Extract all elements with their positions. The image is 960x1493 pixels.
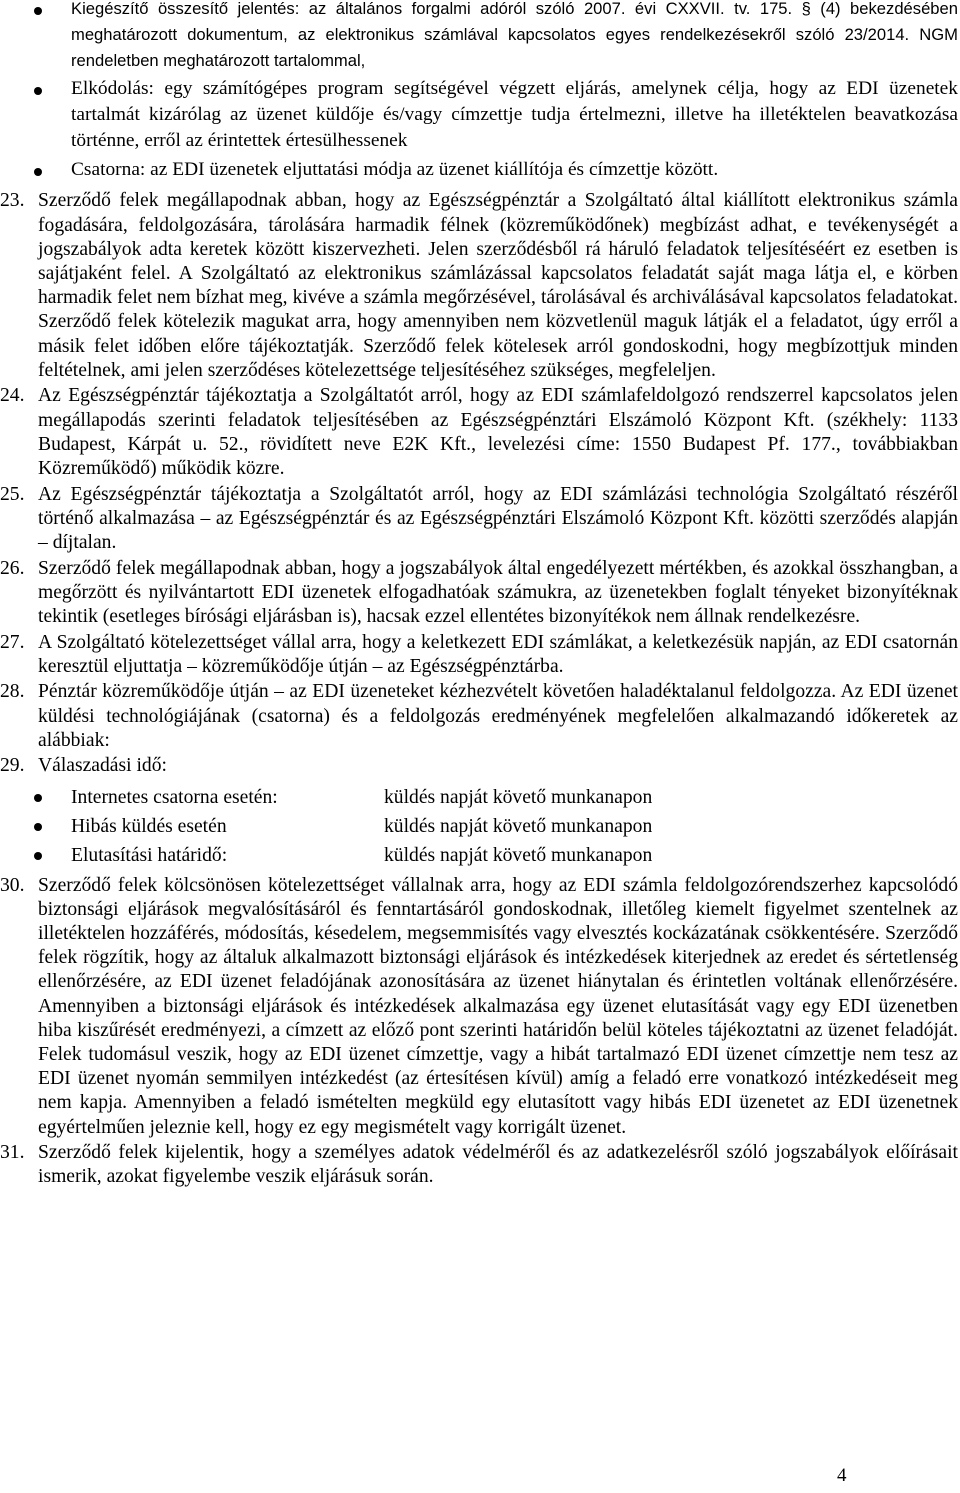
item-number: 31.: [0, 1142, 25, 1164]
item-number: 24.: [0, 385, 25, 407]
item-number: 28.: [0, 681, 25, 703]
response-time-row: [0, 783, 958, 812]
numbered-item-27: [0, 631, 958, 679]
response-time-value: küldés napját követő munkanapon: [384, 786, 653, 808]
item-number: 23.: [0, 190, 25, 212]
bullet-text: Elkódolás: egy számítógépes program segítségével végzett eljárás, amelynek célja, hogy az EDI üzenetek tartalmát kizárólag az üzenet küldője és/vagy címzettje tudja értelmezni, illetve ha illetéktelen beavatkozása történne, erről az érintettek értesülhessenek: [71, 77, 958, 151]
numbered-item-29: [0, 754, 958, 778]
bullet-elkodolas: [0, 76, 958, 154]
bullet-csatorna: [0, 157, 958, 183]
item-number: 29.: [0, 755, 25, 777]
numbered-item-30: [0, 874, 958, 1140]
numbered-item-25: [0, 483, 958, 556]
numbered-item-28: [0, 680, 958, 753]
item-text: Válaszadási idő:: [38, 755, 167, 777]
item-text: Szerződő felek kijelentik, hogy a személyes adatok védelméről és az adatkezelésről szóló jogszabályok előírásait ismerik, azokat figyelembe veszik eljárásuk során.: [38, 1142, 958, 1188]
response-time-value: küldés napját követő munkanapon: [384, 815, 653, 837]
item-number: 30.: [0, 874, 25, 896]
numbered-item-26: [0, 557, 958, 630]
item-text: Pénztár közreműködője útján – az EDI üzeneteket kézhezvételt követően haladéktalanul feldolgozza. Az EDI üzenet küldési technológiájának (csatorna) és a feldolgozás eredményének megfelelően alkalmazandó időkeretek az alábbiak:: [38, 681, 958, 751]
page-number: 4: [837, 1465, 847, 1486]
response-time-value: küldés napját követő munkanapon: [384, 844, 653, 866]
numbered-item-31: [0, 1141, 958, 1189]
item-text: Szerződő felek megállapodnak abban, hogy a jogszabályok által engedélyezett mértékben, és azokkal összhangban, a megőrzött és nyilvántartott EDI üzenetek elfogadhatóak számukra, az üzenetekben foglalt tényeket bizonyítéknak tekintik (esetleges bírósági eljárásban is), hacsak ezzel ellentétes bizonyítékok nem állnak rendelkezésre.: [38, 557, 958, 627]
item-text: Az Egészségpénztár tájékoztatja a Szolgáltatót arról, hogy az EDI számlafeldolgozó rendszerrel kapcsolatos jelen megállapodás szerinti feladatok teljesítésében az Egészségpénztári Elszámoló Központ Kft. (székhely: 1133 Budapest, Kárpát u. 52., rövidített neve E2K Kft., levelezési címe: 1550 Budapest Pf. 177., továbbiakban Közreműködő) működik közre.: [38, 385, 958, 479]
response-time-label: Internetes csatorna esetén:: [71, 786, 278, 808]
item-text: A Szolgáltató kötelezettséget vállal arra, hogy a keletkezett EDI számlákat, a keletkezésük napján, az EDI csatornán keresztül eljuttatja – közreműködője útján – az Egészségpénztárba.: [38, 631, 958, 677]
response-time-row: [0, 812, 958, 841]
response-time-label: Hibás küldés esetén: [71, 815, 227, 837]
numbered-item-24: [0, 384, 958, 481]
bullet-text: Kiegészítő összesítő jelentés: az általános forgalmi adóról szóló 2007. évi CXXVII. tv. 175. § (4) bekezdésében meghatározott dokumentum, az elektronikus számlával kapcsolatos egyes rendelkezésekről szóló 23/2014. NGM rendeletben meghatározott tartalommal,: [71, 0, 958, 70]
item-number: 26.: [0, 557, 25, 579]
response-time-row: [0, 841, 958, 870]
item-text: Szerződő felek kölcsönösen kötelezettséget vállalnak arra, hogy az EDI számla feldolgozórendszerhez kapcsolódó biztonsági eljárások megvalósításáról és fenntartásáról gondoskodnak, illetőleg kiemelt figyelmet szentelnek az illetéktelen hozzáférés, módosítás, késedelem, megsemmisítés vagy elvesztés kockázatának csökkentésére. Szerződő felek rögzítik, hogy az általuk alkalmazott biztonsági eljárások és intézkedések kiterjednek az eredet és sértetlenség ellenőrzésére, az EDI üzenet feladójának azonosítására az üzenet hiánytalan és érintetlen voltának ellenőrzésére. Amennyiben a biztonsági eljárások és intézkedések alkalmazása egy üzenet elutasítását vagy egy EDI üzenetben hiba kiszűrését eredményezi, a címzett az előző pont szerinti határidőn belül köteles tájékoztatni az üzenet feladóját. Felek tudomásul veszik, hogy az EDI üzenet címzettje, vagy a hibát tartalmazó EDI üzenet címzettje nem tesz az EDI üzenet nyomán semmilyen intézkedést (az értesítésen kívül) amíg a feladó erre vonatkozó intézkedéseit meg nem kapja. Amennyiben a feladó ismételten megküld egy elutasított vagy hibás EDI üzenetet az EDI üzenetnek egyértelműen jeleznie kell, hogy ez egy megismételt vagy korrigált üzenet.: [38, 874, 958, 1138]
item-number: 27.: [0, 631, 25, 653]
item-text: Szerződő felek megállapodnak abban, hogy az Egészségpénztár a Szolgáltató által kiállított elektronikus számla fogadására, feldolgozására, tárolására harmadik félnek (közreműködőnek) megbízást adhat, e tevékenységét a jogszabályok adta keretek között kiszervezheti. Jelen szerződésből rá háruló feladatok teljesítéséért ez esetben is sajátjaként felel. A Szolgáltató az elektronikus számlázással kapcsolatos feladatát saját maga látja el, e körben harmadik felet nem bízhat meg, kivéve a számla megőrzésével, tárolásával és archiválásával kapcsolatos feladatokat. Szerződő felek kötelezik magukat arra, hogy amennyiben nem közvetlenül maguk látják el a feladatot, úgy erről a másik felet időben előre tájékoztatják. Szerződő felek kötelesek arról gondoskodni, hogy megbízottjuk minden feltételnek, ami jelen szerződéses kötelezettsége teljesítéséhez szükséges, megfeleljen.: [38, 190, 958, 381]
bullet-text: Csatorna: az EDI üzenetek eljuttatási módja az üzenet kiállítója és címzettje között.: [71, 159, 719, 181]
bullet-kiegeszito-osszesito-jelentes: [0, 0, 958, 74]
numbered-item-23: [0, 189, 958, 383]
item-number: 25.: [0, 483, 25, 505]
item-text: Az Egészségpénztár tájékoztatja a Szolgáltatót arról, hogy az EDI számlázási technológia Szolgáltató részéről történő alkalmazása – az Egészségpénztár és az Egészségpénztári Elszámoló Központ Kft. közötti szerződés alapján – díjtalan.: [38, 483, 958, 553]
response-time-list: [0, 783, 958, 870]
response-time-label: Elutasítási határidő:: [71, 844, 228, 866]
